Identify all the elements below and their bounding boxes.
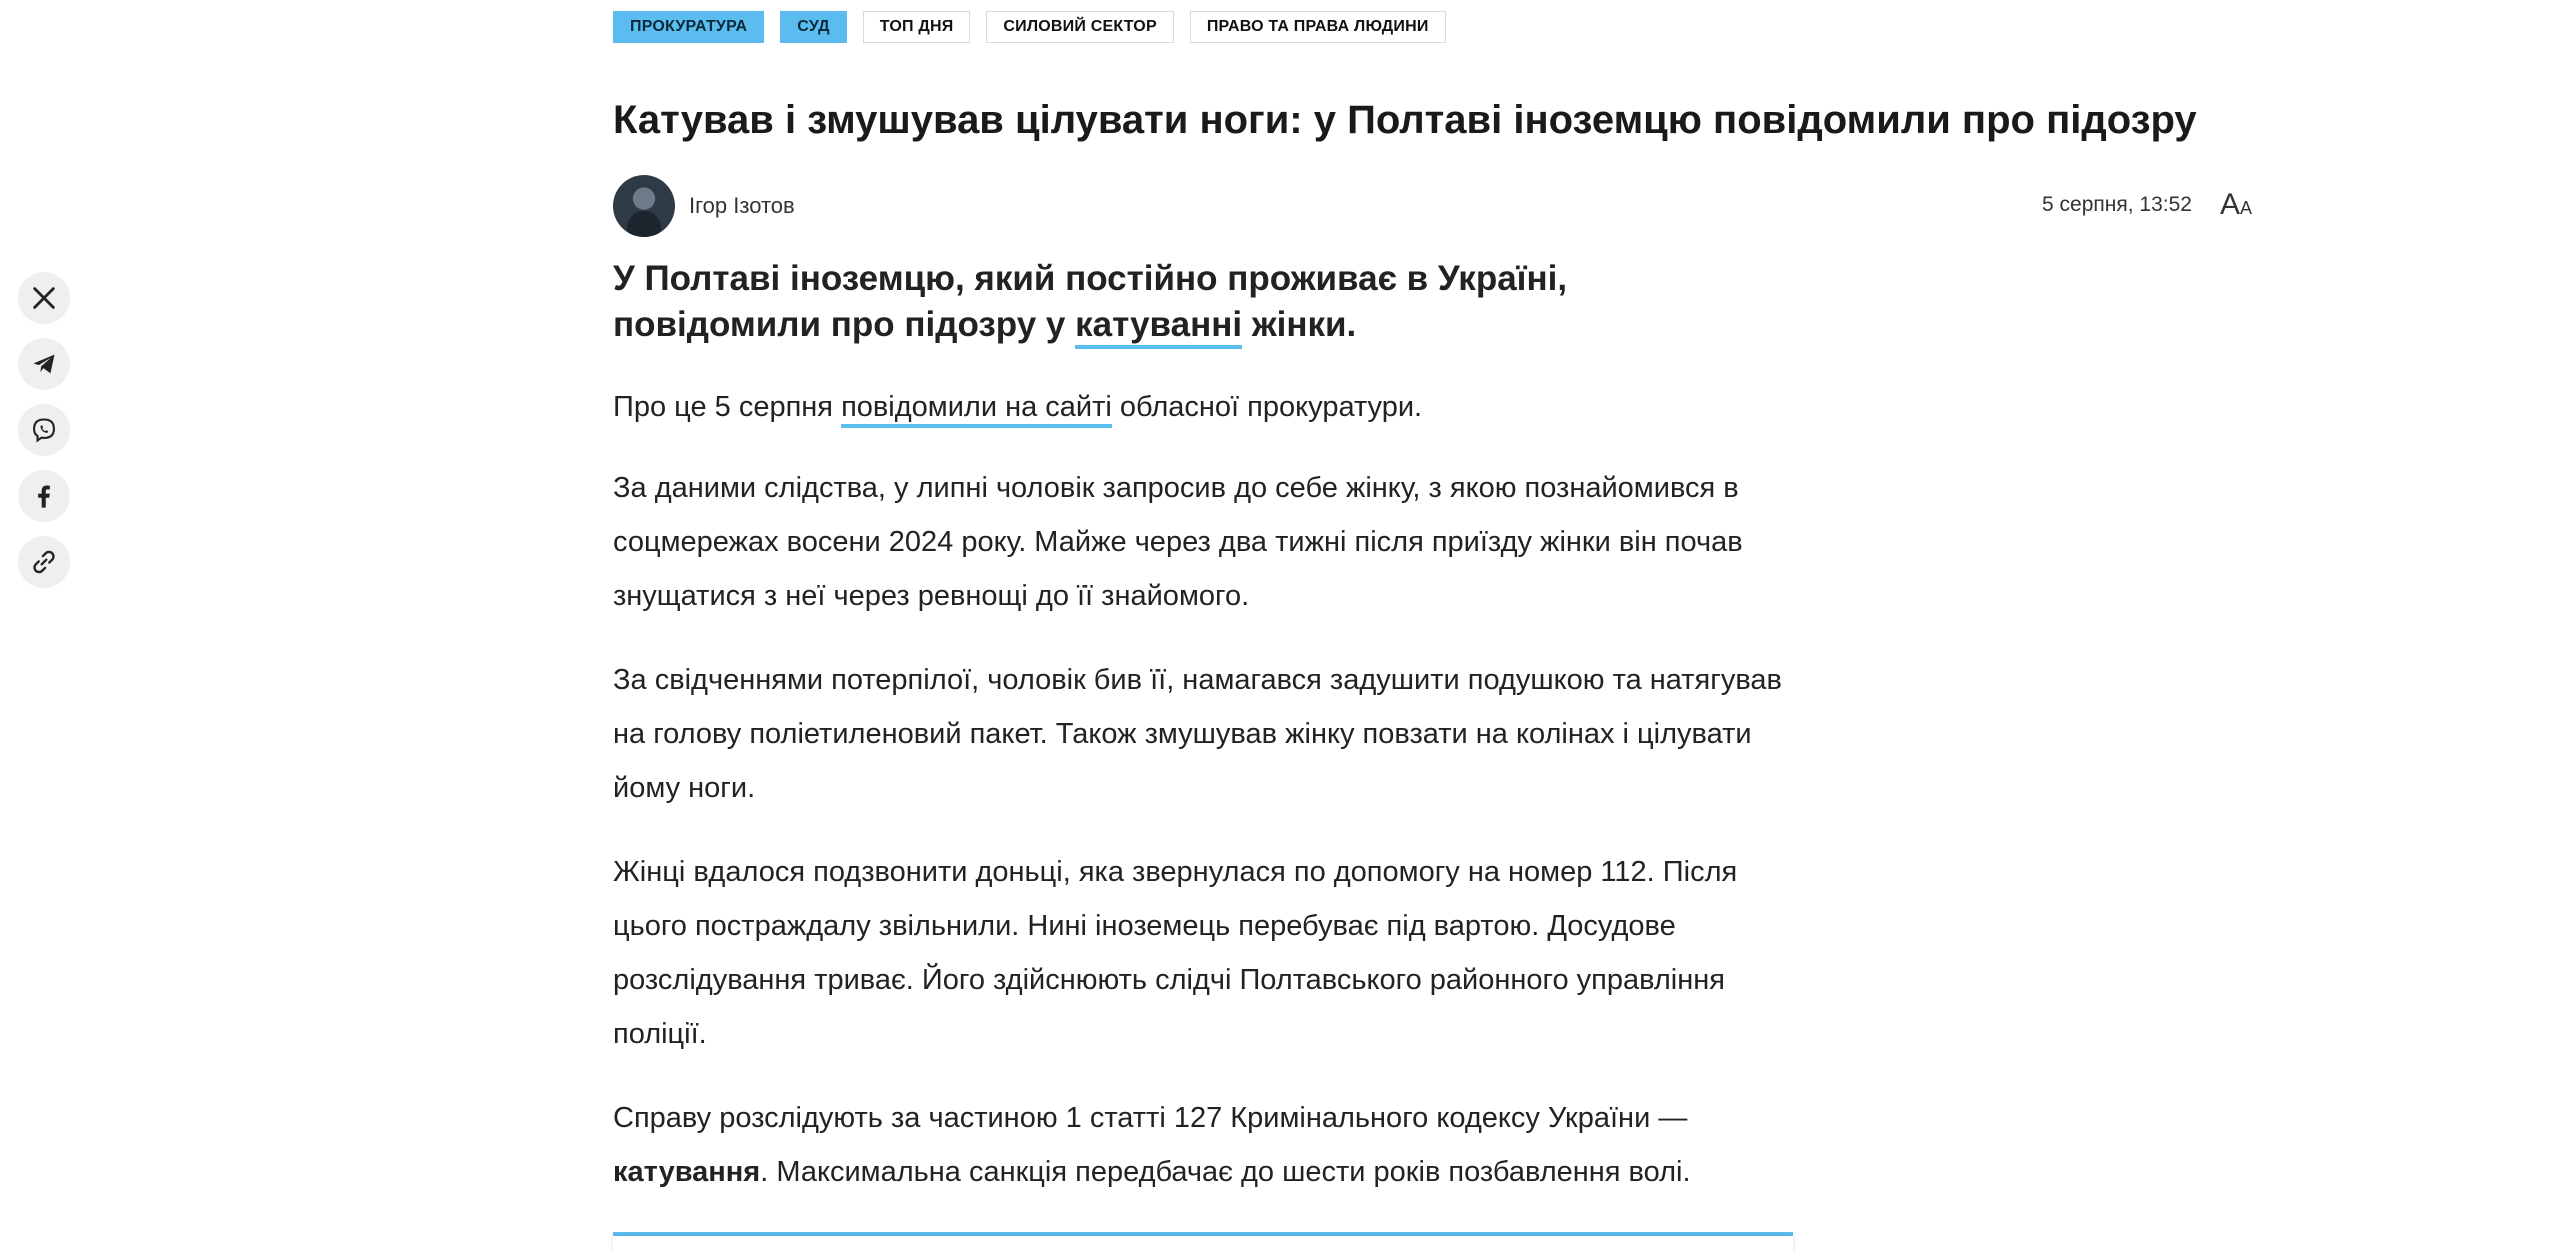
tag-sud[interactable]: СУД: [780, 11, 846, 43]
paragraph-1: [613, 380, 1803, 434]
viber-icon: [30, 416, 58, 444]
font-size-icon[interactable]: AA: [2219, 188, 2252, 221]
facebook-icon: [30, 482, 58, 510]
lead-link-katuvanni[interactable]: катуванні: [1075, 305, 1242, 349]
author-block[interactable]: [613, 175, 795, 237]
lead-text-end: жінки.: [1242, 305, 1357, 344]
article-lead: [613, 256, 1613, 348]
share-x-button[interactable]: [18, 272, 70, 324]
paragraph-2: За даними слідства, у липні чоловік запросив до себе жінку, з якою познайомився в соцмережах восени 2024 року. Майже через два тижні після приїзду жінки він почав знущатися з неї через ревнощі до її знайомого.: [613, 472, 1743, 612]
p5-text-end: . Максимальна санкція передбачає до шести років позбавлення волі.: [760, 1156, 1691, 1188]
paragraph-3: За свідченнями потерпілої, чоловік бив її, намагався задушити подушкою та натягував на голову поліетиленовий пакет. Також змушував жінку повзати на колінах і цілувати йому ноги.: [613, 664, 1782, 804]
p5-bold: катування: [613, 1156, 761, 1188]
paragraph-5: [613, 1091, 1803, 1199]
share-copy-link-button[interactable]: [18, 536, 70, 588]
tag-pravo[interactable]: ПРАВО ТА ПРАВА ЛЮДИНИ: [1190, 11, 1446, 43]
lead-text: У Полтаві іноземцю, який постійно проживає в Україні, повідомили про підозру у: [613, 259, 1568, 344]
article-title: Катував і змушував цілувати ноги: у Полтаві іноземцю повідомили про підозру: [613, 98, 2197, 142]
related-block: [613, 1236, 1793, 1254]
share-facebook-button[interactable]: [18, 470, 70, 522]
article-meta: [2042, 190, 2252, 220]
share-viber-button[interactable]: [18, 404, 70, 456]
link-icon: [30, 548, 58, 576]
author-avatar[interactable]: [613, 175, 675, 237]
p1-text: Про це 5 серпня: [613, 391, 842, 423]
author-name[interactable]: Ігор Ізотов: [689, 193, 795, 218]
source-link[interactable]: повідомили на сайті: [841, 391, 1112, 428]
p1-text-end: обласної прокуратури.: [1111, 391, 1423, 423]
paragraph-4: Жінці вдалося подзвонити доньці, яка звернулася по допомогу на номер 112. Після цього постраждалу звільнили. Нині іноземець перебуває під вартою. Досудове розслідування триває. Його здійснюють слідчі Полтавського районного управління поліції.: [613, 856, 1738, 1050]
article-body: [613, 380, 1803, 1229]
tag-prokuratura[interactable]: ПРОКУРАТУРА: [613, 11, 764, 43]
x-icon: [30, 284, 58, 312]
tag-list: [613, 11, 1446, 43]
telegram-icon: [30, 350, 58, 378]
tag-syloviy-sektor[interactable]: СИЛОВИЙ СЕКТОР: [986, 11, 1173, 43]
tag-top-dnya[interactable]: ТОП ДНЯ: [863, 11, 971, 43]
share-telegram-button[interactable]: [18, 338, 70, 390]
publish-date: 5 серпня, 13:52: [2042, 193, 2192, 216]
p5-text: Справу розслідують за частиною 1 статті 127 Кримінального кодексу України —: [613, 1102, 1688, 1134]
share-bar: [18, 272, 70, 588]
